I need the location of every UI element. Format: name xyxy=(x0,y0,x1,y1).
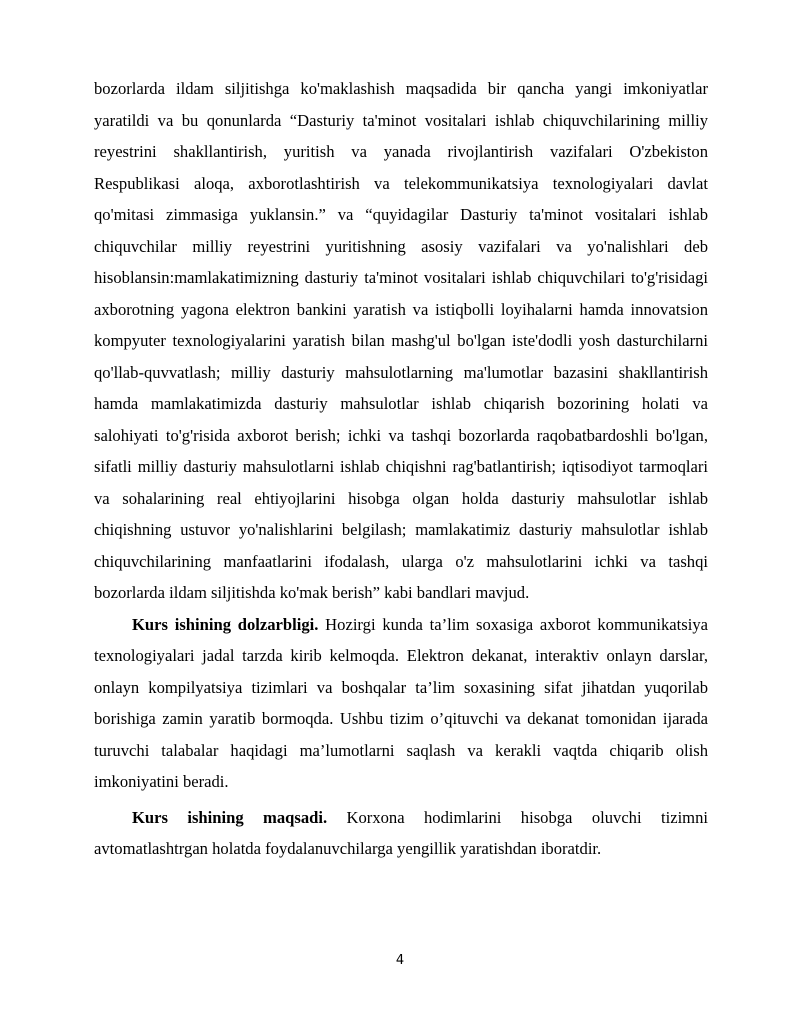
paragraph-3-text: Korxona hodimlarini hisobga oluvchi tizimni avtomatlashtrgan holatda foydalanuvchilarga yengillik yaratishdan iboratdir. xyxy=(94,807,708,858)
paragraph-2-text: Hozirgi kunda ta’lim soxasiga axborot kommunikatsiya texnologiyalari jadal tarzda kirib kelmoqda. Elektron dekanat, interaktiv onlayn darslar, onlayn kompilyatsiya tizimlari va boshqalar ta’lim soxasining sifat jihatdan yuqorilab borishiga zamin yaratib bormoqda. Ushbu tizim o’qituvchi va dekanat tomonidan ijarada turuvchi talabalar haqidagi ma’lumotlarni saqlash va kerakli vaqtda chiqarib olish imkoniyatini beradi. xyxy=(94,614,708,791)
document-page xyxy=(94,73,708,865)
paragraph-1 xyxy=(94,73,708,609)
paragraph-3-heading: Kurs ishining maqsadi. xyxy=(132,807,328,827)
paragraph-3 xyxy=(94,802,708,865)
page-number: 4 xyxy=(395,953,405,968)
paragraph-2-heading: Kurs ishining dolzarbligi. xyxy=(132,614,319,634)
paragraph-2 xyxy=(94,609,708,798)
paragraph-1-text: bozorlarda ildam siljitishga ko'maklashish maqsadida bir qancha yangi imkoniyatlar yaratildi va bu qonunlarda “Dasturiy ta'minot vositalari ishlab chiquvchilarining milliy reyestrini shakllantirish, yuritish va yanada rivojlantirish vazifalari O'zbekiston Respublikasi aloqa, axborotlashtirish va telekommunikatsiya texnologiyalari davlat qo'mitasi zimmasiga yuklansin.” va “quyidagilar Dasturiy ta'minot vositalari ishlab chiquvchilar milliy reyestrini yuritishning asosiy vazifalari va yo'nalishlari deb hisoblansin:mamlakatimizning dasturiy ta'minot vositalari ishlab chiquvchilari to'g'risidagi axborotning yagona elektron bankini yaratish va istiqbolli loyihalarni hamda innovatsion kompyuter texnologiyalarini yaratish bilan mashg'ul bo'lgan iste'dodli yosh dasturchilarni qo'llab-quvvatlash; milliy dasturiy mahsulotlarning ma'lumotlar bazasini shakllantirish hamda mamlakatimizda dasturiy mahsulotlar ishlab chiqarish bozorining holati va salohiyati to'g'risida axborot berish; ichki va tashqi bozorlarda raqobatbardoshli bo'lgan, sifatli milliy dasturiy mahsulotlarni ishlab chiqishni rag'batlantirish; iqtisodiyot tarmoqlari va sohalarining real ehtiyojlarini hisobga olgan holda dasturiy mahsulotlar ishlab chiqishning ustuvor yo'nalishlarini belgilash; mamlakatimiz dasturiy mahsulotlar ishlab chiquvchilarining manfaatlarini ifodalash, ularga o'z mahsulotlarini ichki va tashqi bozorlarda ildam siljitishda ko'mak berish” kabi bandlari mavjud. xyxy=(94,79,708,602)
